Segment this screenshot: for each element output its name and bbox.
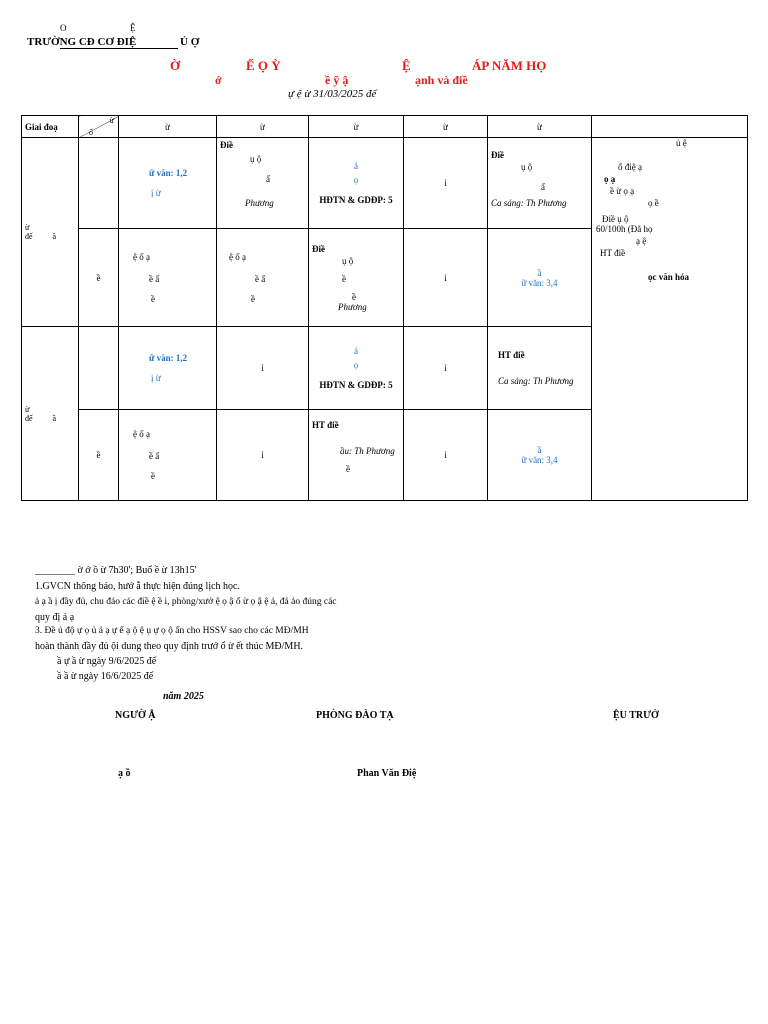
header-right-text: Ủ Ợ xyxy=(180,36,200,48)
phase-2-cell: ừ đế ầ xyxy=(22,327,79,501)
title-part-1d: ÁP NĂM HỌ xyxy=(472,58,547,73)
title-part-2b: ề ỹ ậ xyxy=(325,73,349,87)
cell-line: ầu: Th Phương xyxy=(340,446,395,456)
cell-line: ề ẩ xyxy=(255,273,266,284)
notes-line-6: ầ ự ầ ừ ngày 9/6/2025 đế xyxy=(57,656,157,667)
header-day-2: ừ xyxy=(119,116,217,138)
header-diagonal-top: ừ xyxy=(109,116,114,125)
schedule-cell xyxy=(119,229,217,327)
cell-line: ụ ộ xyxy=(250,154,262,164)
cell-line: ề xyxy=(251,293,255,304)
schedule-cell xyxy=(119,327,217,410)
side-line: Điề ụ ộ xyxy=(602,214,629,224)
header-mark-e: Ệ xyxy=(130,23,136,33)
cell-line: ầ xyxy=(537,267,542,278)
header-underline xyxy=(60,48,178,49)
side-line: ọ ạ xyxy=(604,174,616,184)
signer-1-name: ạ ồ xyxy=(118,768,131,779)
table-header-row xyxy=(22,116,748,138)
cell-line: ề xyxy=(342,273,346,284)
notes-line-4: 3. Đề ủ độ ự ọ ủ ả ạ ự ế ạ ộ ệ ụ ự ọ ộ ẩn cho HSSV sao cho các MĐ/MH xyxy=(35,626,309,636)
header-day-5: ừ xyxy=(404,116,488,138)
cell-line: ệ ố ạ xyxy=(229,251,246,262)
cell-line: ệ ố ạ xyxy=(133,429,150,439)
cell-line: Điề xyxy=(220,140,233,150)
notes-side-cell xyxy=(592,138,748,501)
session-cell: ề xyxy=(79,410,119,501)
cell-line: ọ xyxy=(353,360,359,370)
session-cell xyxy=(79,327,119,410)
cell-line: Điề xyxy=(312,243,325,254)
cell-line: ữ văn: 1,2 xyxy=(149,168,188,178)
cell-line: ề xyxy=(151,293,155,304)
side-line: ọ ề xyxy=(648,198,659,208)
title-date-range: ự ệ ừ 31/03/2025 đế xyxy=(288,88,377,100)
cell-line: ề xyxy=(151,471,155,481)
title-part-2c: ạnh và điề xyxy=(415,73,468,87)
cell-line: ả xyxy=(354,346,358,356)
table-row xyxy=(22,138,748,229)
header-day-4: ừ xyxy=(309,116,404,138)
notes-line-3: quy đị ả ạ xyxy=(35,612,75,623)
side-line: ọc văn hóa xyxy=(648,272,690,282)
session-cell: ề xyxy=(79,229,119,327)
cell-line: HĐTN & GDĐP: 5 xyxy=(319,195,393,205)
notes-line-2: ả ạ ầ ị đầy đủ, chu đáo các điề ệ ề i, phòng/xưở ệ ọ ậ ổ ừ ọ ậ ệ ả, đả ảo đúng các xyxy=(35,597,337,607)
side-line: ủ ệ xyxy=(676,138,687,148)
header-mark-o: O xyxy=(60,23,67,33)
signer-3-title: ỆU TRƯỞ xyxy=(613,710,659,721)
schedule-cell xyxy=(309,138,404,229)
cell-line: ữ văn: 3,4 xyxy=(521,455,558,465)
schedule-cell xyxy=(488,327,592,410)
signer-2-name: Phan Văn Điệ xyxy=(357,768,417,779)
sign-date: năm 2025 xyxy=(163,691,204,702)
cell-line: ẩ xyxy=(266,174,270,184)
cell-line: ề ẩ xyxy=(149,451,160,461)
side-line: ạ ệ xyxy=(636,236,647,246)
side-line: ề ừ ọ ạ xyxy=(610,186,635,196)
schedule-cell: ỉ xyxy=(404,229,488,327)
header-diagonal-bottom: ổ xyxy=(89,128,93,137)
cell-line: ầ xyxy=(537,445,542,455)
title-part-2a: ớ xyxy=(215,73,222,87)
title-part-1c: Ệ xyxy=(402,58,411,73)
notes-line-7: ầ ầ ừ ngày 16/6/2025 đế xyxy=(57,671,154,682)
cell-line: ụ ộ xyxy=(521,162,533,172)
header-day-6: ừ xyxy=(488,116,592,138)
cell-line: ẩ xyxy=(541,182,545,192)
cell-line: ọ xyxy=(353,175,359,185)
session-cell xyxy=(79,138,119,229)
schedule-cell: ỉ xyxy=(404,410,488,501)
schedule-cell xyxy=(488,410,592,501)
cell-line: Điề xyxy=(491,150,504,160)
schedule-cell xyxy=(119,410,217,501)
cell-line: HĐTN & GDĐP: 5 xyxy=(319,380,393,390)
schedule-cell: ỉ xyxy=(404,327,488,410)
cell-line: ề xyxy=(352,291,356,302)
cell-line: ệ ố ạ xyxy=(133,251,150,262)
notes-line-1: 1.GVCN thông báo, hướ ẫ thực hiện đúng lịch học. xyxy=(35,581,240,592)
signer-2-title: PHÒNG ĐÀO TẠ xyxy=(316,710,394,721)
cell-line: ả xyxy=(354,161,358,171)
cell-line: Phương xyxy=(338,301,367,312)
header-notes xyxy=(592,116,748,138)
schedule-cell: ỉ xyxy=(404,138,488,229)
cell-line: ị ừ xyxy=(151,373,161,383)
schedule-cell xyxy=(217,229,309,327)
side-line: ổ điệ ạ xyxy=(618,162,642,172)
schedule-cell xyxy=(119,138,217,229)
cell-line: HT điề xyxy=(498,350,525,360)
header-day-3: ừ xyxy=(217,116,309,138)
schedule-cell xyxy=(217,138,309,229)
notes-line-5: hoàn thành đầy đủ ội dung theo quy định trướ ổ ừ ết thúc MĐ/MH. xyxy=(35,641,304,652)
cell-line: ữ văn: 1,2 xyxy=(149,353,188,363)
cell-line: Phương xyxy=(245,198,274,208)
cell-line: HT điề xyxy=(312,420,339,430)
cell-line: ị ừ xyxy=(151,188,161,198)
cell-line: ụ ộ xyxy=(342,255,354,266)
side-line: 60/100h (Đã họ xyxy=(596,224,653,234)
schedule-cell xyxy=(309,229,404,327)
header-diagonal-cell xyxy=(79,116,119,138)
schedule-cell: ỉ xyxy=(217,327,309,410)
schedule-cell xyxy=(309,410,404,501)
schedule-cell xyxy=(488,229,592,327)
schedule-table xyxy=(21,115,748,501)
schedule-cell xyxy=(488,138,592,229)
phase-1-cell: ừ đế ầ xyxy=(22,138,79,327)
cell-line: ữ văn: 3,4 xyxy=(521,277,558,288)
side-line: HT điề xyxy=(600,248,626,258)
schedule-cell xyxy=(309,327,404,410)
header-phase: Giai đoạ xyxy=(22,116,79,138)
cell-line: Ca sáng: Th Phương xyxy=(498,376,574,386)
cell-line: ề ẩ xyxy=(149,273,160,284)
title-part-1a: Ờ xyxy=(170,58,181,73)
cell-line: Ca sáng: Th Phương xyxy=(491,198,567,208)
title-part-1b: Ế Ọ Ỳ xyxy=(246,58,281,73)
schedule-cell: ỉ xyxy=(217,410,309,501)
cell-line: ề xyxy=(346,464,350,474)
school-name: TRƯỜNG CĐ CƠ ĐIỆ xyxy=(27,36,137,48)
signer-1-title: NGƯỜ Ậ xyxy=(115,710,156,721)
notes-line-0: ________ ờ ớ ồ ừ 7h30'; Buổ ề ừ 13h15' xyxy=(35,565,197,576)
